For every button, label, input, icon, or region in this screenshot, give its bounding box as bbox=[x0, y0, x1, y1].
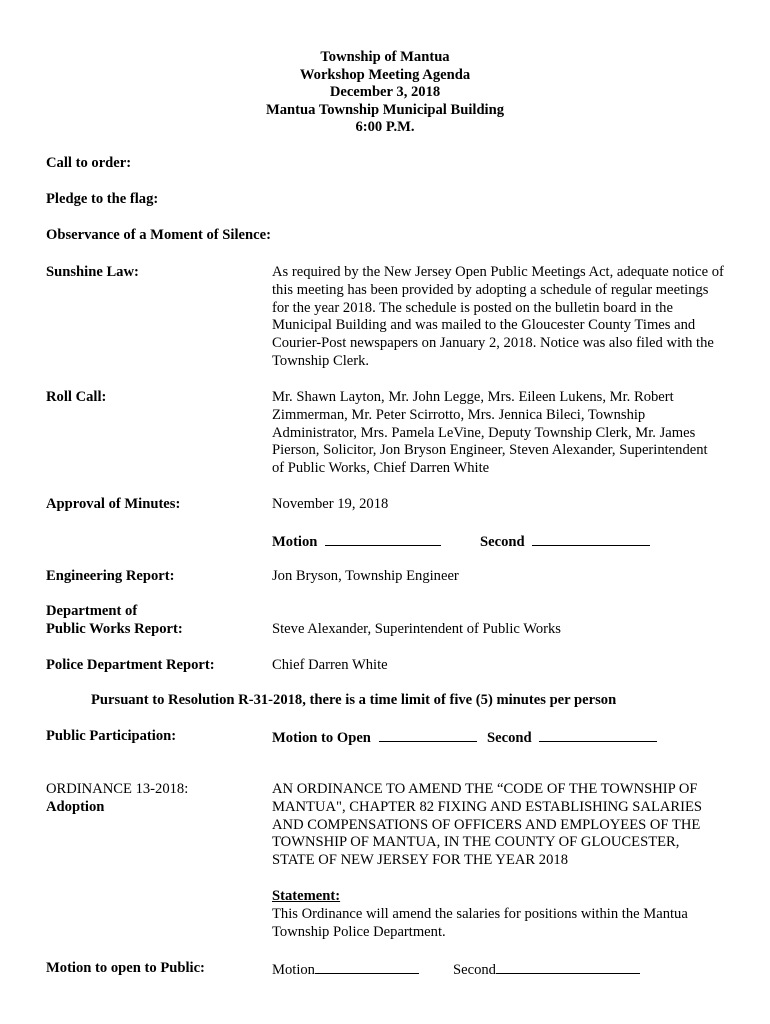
township-name: Township of Mantua bbox=[320, 49, 450, 65]
public-motion-blank[interactable] bbox=[315, 960, 419, 974]
roll-call-label: Roll Call: bbox=[46, 389, 107, 405]
engineering-report-text: Jon Bryson, Township Engineer bbox=[272, 568, 459, 584]
engineering-report-label: Engineering Report: bbox=[46, 568, 175, 584]
ordinance-label bbox=[46, 781, 188, 817]
minutes-second-blank[interactable] bbox=[532, 532, 650, 546]
minutes-second-label: Second bbox=[480, 534, 525, 550]
ordinance-number: ORDINANCE 13-2018: bbox=[46, 781, 189, 797]
police-report-text: Chief Darren White bbox=[272, 657, 388, 673]
pledge-label: Pledge to the flag: bbox=[46, 191, 159, 207]
participation-motion bbox=[272, 728, 477, 748]
sunshine-law-text: As required by the New Jersey Open Public Meetings Act, adequate notice of this meeting has been provided by adopting a schedule of regular meetings for the year 2018. The schedule is posted on the bulletin board in the Municipal Building and was mailed to the Gloucester County Times and Courier-Post newspapers on January 2, 2018. Notice was also filed with the Township Clerk. bbox=[272, 264, 724, 369]
document-header bbox=[0, 49, 770, 137]
sunshine-law-label: Sunshine Law: bbox=[46, 264, 139, 280]
resolution-notice: Pursuant to Resolution R-31-2018, there is a time limit of five (5) minutes per person bbox=[91, 692, 617, 708]
public-motion-label: Motion bbox=[272, 962, 315, 978]
meeting-time: 6:00 P.M. bbox=[355, 119, 415, 136]
public-works-label bbox=[46, 603, 183, 639]
approval-minutes-label: Approval of Minutes: bbox=[46, 496, 181, 512]
participation-motion-blank[interactable] bbox=[379, 728, 477, 742]
public-works-text: Steve Alexander, Superintendent of Public Works bbox=[272, 621, 561, 637]
public-participation-label: Public Participation: bbox=[46, 728, 177, 744]
motion-open-public-label: Motion to open to Public: bbox=[46, 960, 205, 976]
minutes-motion-blank[interactable] bbox=[325, 532, 441, 546]
minutes-date: November 19, 2018 bbox=[272, 496, 389, 512]
statement-label: Statement: bbox=[272, 888, 341, 904]
moment-of-silence-label: Observance of a Moment of Silence: bbox=[46, 227, 271, 243]
call-to-order-label: Call to order: bbox=[46, 155, 132, 171]
roll-call-text: Mr. Shawn Layton, Mr. John Legge, Mrs. Eileen Lukens, Mr. Robert Zimmerman, Mr. Peter Scirrotto, Mrs. Jennica Bileci, Township Administrator, Mrs. Pamela LeVine, Deputy Township Clerk, Mr. James Pierson, Solicitor, Jon Bryson Engineer, Steven Alexander, Superintendent of Public Works, Chief Darren White bbox=[272, 389, 708, 477]
public-second-label: Second bbox=[453, 962, 496, 978]
participation-motion-label: Motion to Open bbox=[272, 730, 371, 746]
ordinance-text: AN ORDINANCE TO AMEND THE “CODE OF THE TOWNSHIP OF MANTUA", CHAPTER 82 FIXING AND ESTABLISHING SALARIES AND COMPENSATIONS OF OFFICERS AND EMPLOYEES OF THE TOWNSHIP OF MANTUA, IN THE COUNTY OF GLOUCESTER, STATE OF NEW JERSEY FOR THE YEAR 2018 bbox=[272, 781, 703, 869]
public-second-blank[interactable] bbox=[496, 960, 640, 974]
ordinance-statement bbox=[272, 888, 722, 941]
public-works-label-line1: Department of bbox=[46, 603, 138, 619]
police-report-label: Police Department Report: bbox=[46, 657, 215, 673]
participation-second bbox=[487, 728, 657, 748]
public-second bbox=[453, 960, 640, 980]
participation-second-label: Second bbox=[487, 730, 532, 746]
minutes-motion-label: Motion bbox=[272, 534, 318, 550]
meeting-date: December 3, 2018 bbox=[329, 84, 441, 101]
agenda-title: Workshop Meeting Agenda bbox=[299, 66, 471, 83]
minutes-motion bbox=[272, 532, 441, 552]
statement-text: This Ordinance will amend the salaries for positions within the Mantua Township Police Department. bbox=[272, 905, 688, 940]
participation-second-blank[interactable] bbox=[539, 728, 657, 742]
public-motion bbox=[272, 960, 419, 980]
public-works-label-line2: Public Works Report: bbox=[46, 620, 183, 637]
meeting-location: Mantua Township Municipal Building bbox=[265, 101, 505, 118]
minutes-second bbox=[480, 532, 650, 552]
ordinance-adoption: Adoption bbox=[46, 798, 105, 815]
